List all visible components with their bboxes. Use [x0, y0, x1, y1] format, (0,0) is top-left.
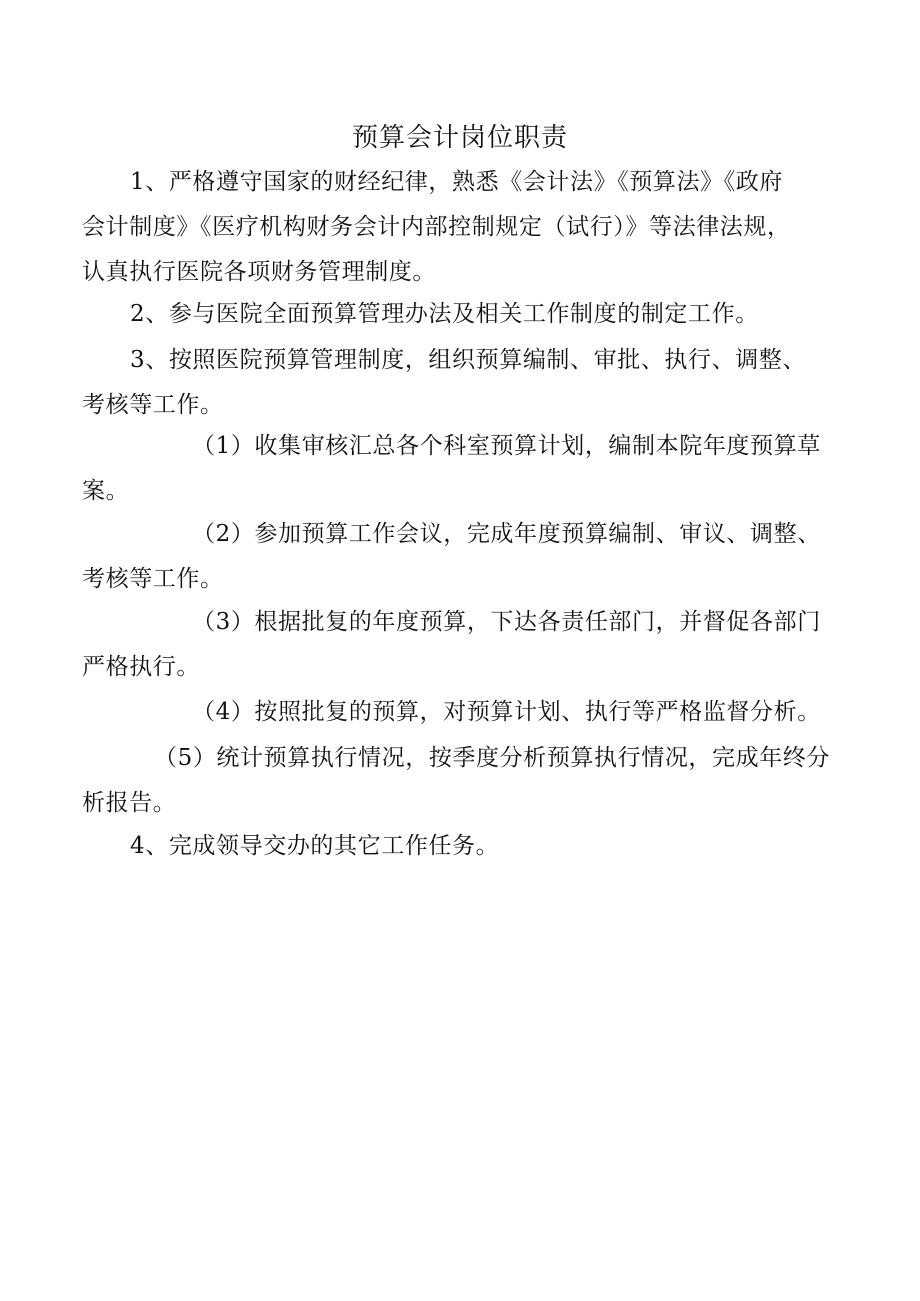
paragraph-line: 案。 — [82, 478, 130, 504]
paragraph-line: （3）根据批复的年度预算，下达各责任部门，并督促各部门 — [192, 609, 821, 635]
paragraph-line: 认真执行医院各项财务管理制度。 — [82, 259, 436, 285]
sub-item-3 — [82, 600, 842, 690]
paragraph-line: （1）收集审核汇总各个科室预算计划，编制本院年度预算草 — [192, 433, 821, 459]
sub-item-4 — [82, 690, 842, 735]
paragraph-line: （5）统计预算执行情况，按季度分析预算执行情况，完成年终分 — [154, 745, 831, 771]
sub-item-5 — [82, 736, 842, 826]
paragraph-line: 析报告。 — [82, 790, 177, 816]
paragraph-line: 会计制度》《医疗机构财务会计内部控制规定（试行）》等法律法规， — [82, 214, 791, 240]
paragraph-line: 严格执行。 — [82, 654, 200, 680]
paragraph-3 — [82, 338, 842, 428]
document-title: 预算会计岗位职责 — [351, 123, 568, 153]
paragraph-line: （2）参加预算工作会议，完成年度预算编制、审议、调整、 — [192, 521, 821, 547]
paragraph-line: 3、按照医院预算管理制度，组织预算编制、审批、执行、调整、 — [130, 347, 807, 373]
paragraph-line: 4、完成领导交办的其它工作任务。 — [130, 833, 500, 859]
paragraph-line: 考核等工作。 — [82, 566, 224, 592]
paragraph-line: 2、参与医院全面预算管理办法及相关工作制度的制定工作。 — [130, 301, 759, 327]
paragraph-line: 1、严格遵守国家的财经纪律，熟悉《会计法》《预算法》《政府 — [130, 169, 784, 195]
sub-item-2 — [82, 512, 842, 602]
paragraph-2 — [82, 292, 842, 337]
paragraph-line: 考核等工作。 — [82, 392, 224, 418]
paragraph-4 — [82, 824, 842, 869]
paragraph-1 — [82, 160, 842, 295]
sub-item-1 — [82, 424, 842, 514]
paragraph-line: （4）按照批复的预算，对预算计划、执行等严格监督分析。 — [192, 699, 821, 725]
